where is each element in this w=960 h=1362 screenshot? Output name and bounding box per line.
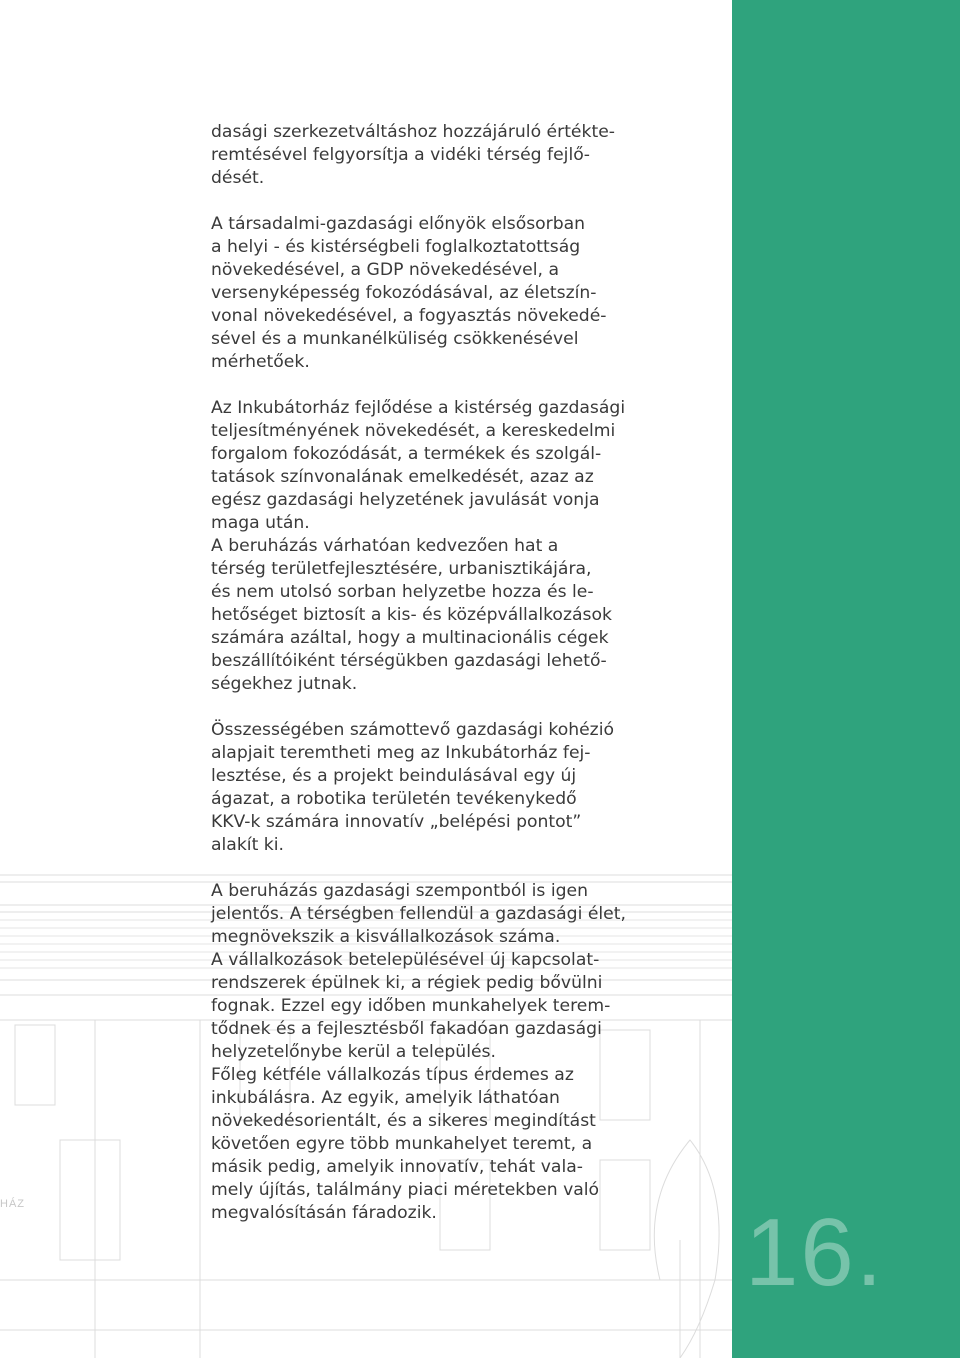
drawing-label: HÁZ: [0, 1198, 25, 1210]
body-text: [211, 121, 691, 1225]
paragraph: dasági szerkezetváltáshoz hozzájáruló értékte- remtésével felgyorsítja a vidéki térség fejlő- dését.: [211, 122, 615, 188]
paragraph: A beruházás gazdasági szempontból is igen jelentős. A térségben fellendül a gazdasági élet, megnövekszik a kisvállalkozások száma. A vállalkozások betelepülésével új kapcsolat- rendszerek épülnek ki, a régiek pedig bővülni fognak. Ezzel egy időben munkahelyek terem- tődnek és a fejlesztésből fakadóan gazdasági helyzetelőnybe kerül a település. Főleg kétféle vállalkozás típus érdemes az inkubálásra. Az egyik, amelyik láthatóan növekedésorientált, és a sikeres megindítást követően egyre több munkahelyet teremt, a másik pedig, amelyik innovatív, tehát vala- mely újítás, találmány piaci méretekben való megvalósításán fáradozik.: [211, 881, 626, 1223]
page-number: 16.: [745, 1199, 885, 1306]
paragraph: Az Inkubátorház fejlődése a kistérség gazdasági teljesítményének növekedését, a kereskedelmi forgalom fokozódását, a termékek és szolgál- tatások színvonalának emelkedését, azaz az egész gazdasági helyzetének javulását vonja maga után.: [211, 398, 626, 533]
paragraph: A beruházás várhatóan kedvezően hat a térség területfejlesztésére, urbanisztikájára, és nem utolsó sorban helyzetbe hozza és le- hetőséget biztosít a kis- és középvállalkozások számára azáltal, hogy a multinacionális cégek beszállítóiként térségükben gazdasági lehető- ségekhez jutnak.: [211, 536, 612, 694]
green-sidebar: [732, 0, 960, 1358]
paragraph: Összességében számottevő gazdasági kohézió alapjait teremtheti meg az Inkubátorház fej- lesztése, és a projekt beindulásával egy új ágazat, a robotika területén tevékenykedő KKV-k számára innovatív „belépési pontot” alakít ki.: [211, 720, 614, 855]
paragraph: A társadalmi-gazdasági előnyök elsősorban a helyi - és kistérségbeli foglalkoztatottság növekedésével, a GDP növekedésével, a versenyképesség fokozódásával, az életszín- vonal növekedésével, a fogyasztás növekedé- sével és a munkanélküliség csökkenésével mérhetőek.: [211, 214, 607, 372]
